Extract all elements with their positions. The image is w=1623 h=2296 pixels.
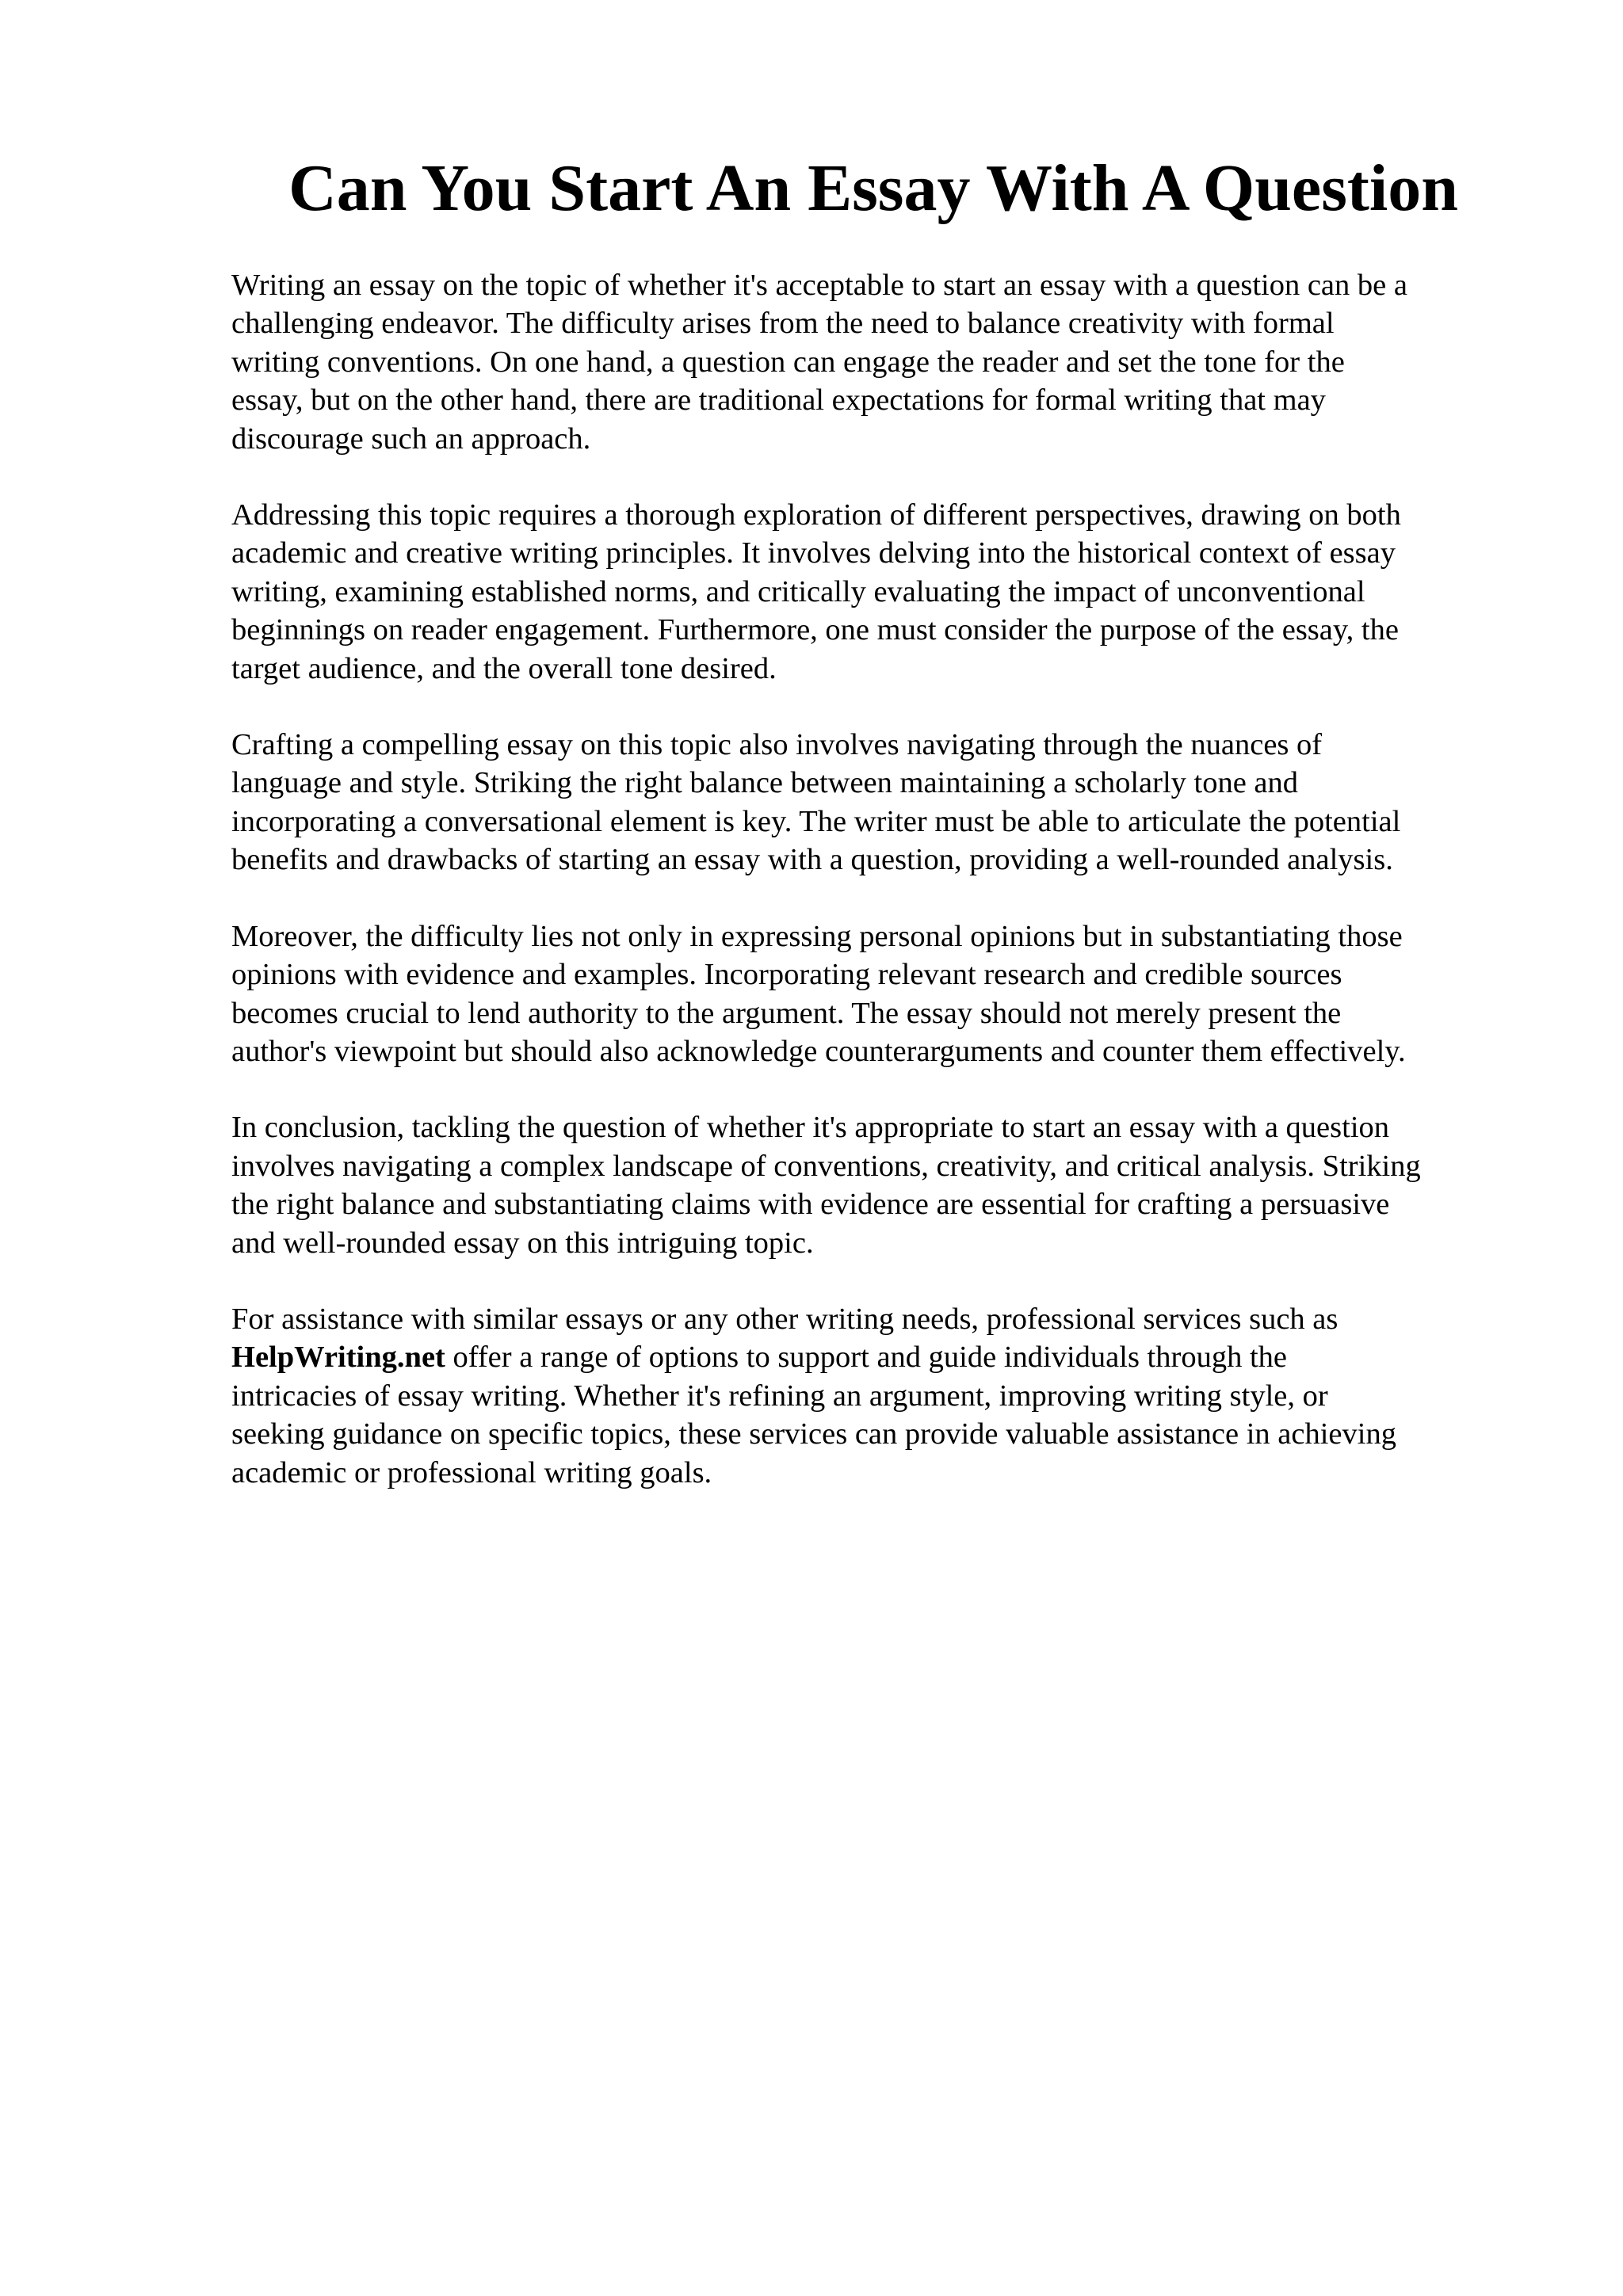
text-line: For assistance with similar essays or any other writing needs, professional services such as — [231, 1302, 1338, 1336]
text-line: incorporating a conversational element is key. The writer must be able to articulate the potential — [231, 804, 1401, 838]
helpwriting-link[interactable]: HelpWriting.net — [231, 1341, 445, 1375]
text-line: benefits and drawbacks of starting an essay with a question, providing a well-rounded analysis. — [231, 843, 1393, 877]
essay-body — [231, 266, 1515, 1530]
paragraph-closing — [231, 1300, 1515, 1492]
text-line: intricacies of essay writing. Whether it's refining an argument, improving writing style, or — [231, 1379, 1328, 1413]
paragraph-5 — [231, 1108, 1515, 1262]
text-line: In conclusion, tackling the question of whether it's appropriate to start an essay with a question — [231, 1111, 1390, 1145]
text-line: Moreover, the difficulty lies not only in expressing personal opinions but in substantiating those — [231, 919, 1403, 953]
text-line: the right balance and substantiating claims with evidence are essential for crafting a persuasive — [231, 1188, 1390, 1222]
text-line: challenging endeavor. The difficulty arises from the need to balance creativity with formal — [231, 307, 1335, 341]
text-line: writing, examining established norms, and critically evaluating the impact of unconventional — [231, 574, 1365, 608]
text-line: discourage such an approach. — [231, 421, 591, 456]
text-line: Writing an essay on the topic of whether it's acceptable to start an essay with a question can be a — [231, 269, 1407, 302]
text-line: academic or professional writing goals. — [231, 1455, 712, 1489]
text-line: opinions with evidence and examples. Incorporating relevant research and credible sources — [231, 958, 1342, 992]
paragraph-1 — [231, 266, 1515, 458]
text-line: seeking guidance on specific topics, these services can provide valuable assistance in achieving — [231, 1417, 1396, 1451]
text-line: involves navigating a complex landscape of conventions, creativity, and critical analysis. Striking — [231, 1149, 1421, 1183]
paragraph-3 — [231, 726, 1515, 879]
paragraph-2 — [231, 496, 1515, 688]
text-line: becomes crucial to lend authority to the argument. The essay should not merely present the — [231, 996, 1342, 1030]
text-line: and well-rounded essay on this intriguing topic. — [231, 1226, 814, 1260]
text-line: essay, but on the other hand, there are traditional expectations for formal writing that may — [231, 383, 1326, 418]
text-line: target audience, and the overall tone desired. — [231, 651, 777, 685]
page-title: Can You Start An Essay With A Question — [288, 151, 1458, 225]
text-line: author's viewpoint but should also acknowledge counterarguments and counter them effectively. — [231, 1034, 1406, 1068]
paragraph-4 — [231, 917, 1515, 1071]
text-line: Crafting a compelling essay on this topic also involves navigating through the nuances of — [231, 728, 1323, 762]
text-line: beginnings on reader engagement. Furthermore, one must consider the purpose of the essay, the — [231, 613, 1399, 647]
text-line: writing conventions. On one hand, a question can engage the reader and set the tone for the — [231, 345, 1345, 379]
text-line: academic and creative writing principles. It involves delving into the historical context of essay — [231, 536, 1396, 570]
text-line: offer a range of options to support and guide individuals through the — [453, 1341, 1287, 1375]
text-line: language and style. Striking the right balance between maintaining a scholarly tone and — [231, 766, 1299, 800]
text-line: Addressing this topic requires a thorough exploration of different perspectives, drawing on both — [231, 498, 1401, 532]
